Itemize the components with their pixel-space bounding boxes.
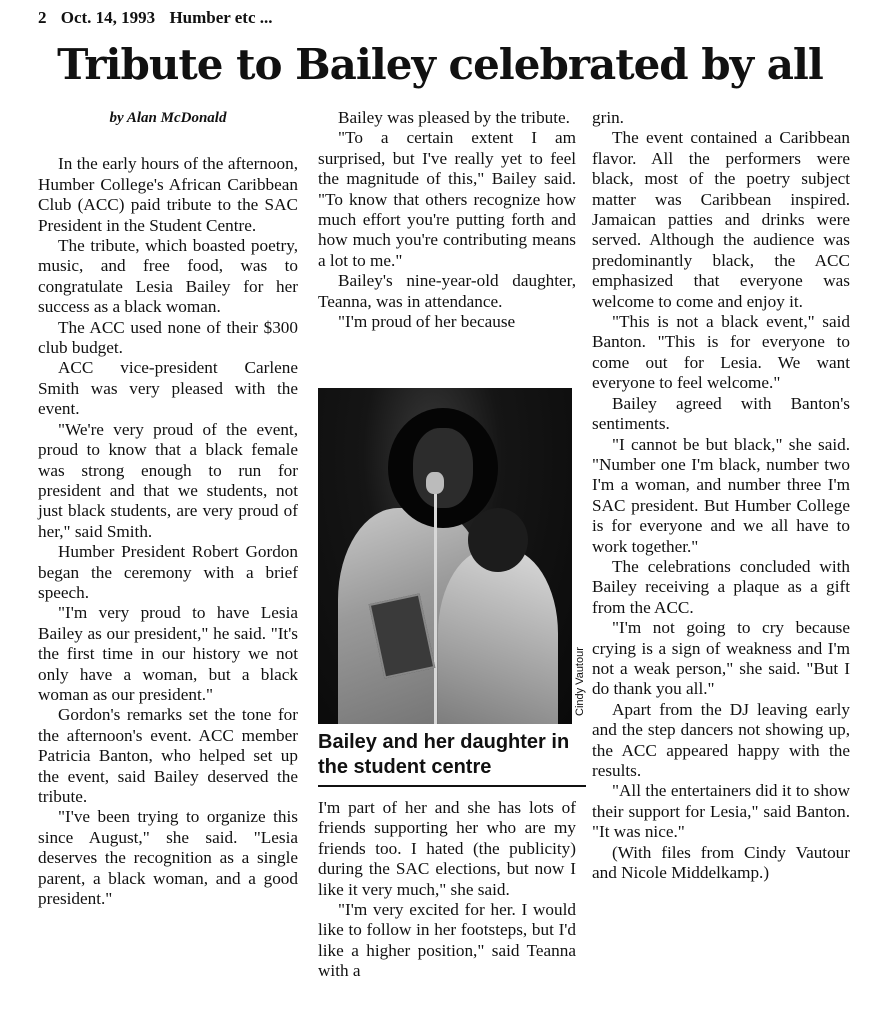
- paragraph: Bailey's nine-year-old daughter, Teanna, was in attendance.: [318, 271, 576, 311]
- paragraph: The tribute, which boasted poetry, music, and free food, was to congratulate Lesia Bailey for her success as a black woman.: [38, 236, 298, 317]
- article-column-2-bottom: [318, 798, 576, 982]
- microphone-icon: [426, 472, 444, 494]
- photo-credit-text: Cindy Vautour: [574, 647, 586, 716]
- paragraph: (With files from Cindy Vautour and Nicole Middelkamp.): [592, 842, 850, 883]
- article-photo: [318, 388, 572, 724]
- paragraph: "We're very proud of the event, proud to know that a black female was strong enough to run for president and that we students, not just black students, are very proud of her," said Smith.: [38, 419, 298, 541]
- paragraph: The celebrations concluded with Bailey receiving a plaque as a gift from the ACC.: [592, 556, 850, 617]
- paragraph: "This is not a black event," said Banton. "This is for everyone to come out for Lesia. We want everyone to feel welcome.": [592, 312, 850, 393]
- paragraph: "I'm proud of her because: [338, 312, 516, 332]
- byline: by Alan McDonald: [109, 110, 227, 126]
- paragraph: "I cannot be but black," she said. "Number one I'm black, number two I'm a woman, and number three I'm SAC president. But Humber College is for everyone and we all have to work together.": [592, 434, 850, 556]
- paragraph: Humber President Robert Gordon began the ceremony with a brief speech.: [38, 542, 298, 602]
- paragraph: The event contained a Caribbean flavor. All the performers were black, most of the poetry subject matter was Caribbean inspired. Jamaican patties and drinks were served. Although the audience was predominantly black, the ACC emphasized that everyone was welcome to come and enjoy it.: [592, 128, 850, 311]
- photo-child-head: [468, 508, 528, 572]
- paragraph: grin.: [592, 108, 624, 127]
- paragraph: Bailey agreed with Banton's sentiments.: [592, 393, 850, 434]
- page-number: 2: [38, 8, 47, 27]
- article-column-2-top: [318, 108, 576, 332]
- paragraph: Bailey was pleased by the tribute.: [338, 108, 570, 127]
- paragraph: "I'm very excited for her. I would like to follow in her footsteps, but I'd like a higher position," said Teanna with a: [318, 900, 576, 981]
- publication-name: Humber etc ...: [169, 8, 273, 27]
- paragraph: Gordon's remarks set the tone for the afternoon's event. ACC member Patricia Banton, who helped set up the event, said Bailey deserved the tribute.: [38, 705, 298, 806]
- paragraph: The ACC used none of their $300 club budget.: [38, 317, 298, 358]
- microphone-stand: [434, 478, 437, 724]
- paragraph: "All the entertainers did it to show their support for Lesia," said Banton. "It was nice.": [592, 781, 850, 842]
- photo-child-body: [438, 548, 558, 724]
- paragraph: I'm part of her and she has lots of friends supporting her who are my friends too. I hated (the publicity) during the SAC elections, but now I like it very much," she said.: [318, 798, 576, 899]
- paragraph: ACC vice-president Carlene Smith was very pleased with the event.: [38, 358, 298, 419]
- paragraph: "I'm very proud to have Lesia Bailey as our president," he said. "It's the first time in our history we not only have a woman, but a black woman as our president.": [38, 603, 298, 704]
- photo-credit: [574, 636, 590, 726]
- photo-caption: Bailey and her daughter in the student centre: [318, 731, 570, 778]
- paragraph: In the early hours of the afternoon, Humber College's African Caribbean Club (ACC) paid tribute to the SAC President in the Student Centre.: [38, 154, 298, 235]
- article-column-3: [592, 108, 850, 883]
- paragraph: "I've been trying to organize this since August," she said. "Lesia deserves the recognition as a single parent, a black woman, and a good president.": [38, 807, 298, 909]
- paragraph: Apart from the DJ leaving early and the step dancers not showing up, the ACC appeared happy with the results.: [592, 699, 850, 780]
- issue-date: Oct. 14, 1993: [60, 8, 156, 27]
- page-header: [38, 8, 838, 34]
- article-column-1: [38, 108, 298, 909]
- caption-divider: [318, 785, 586, 787]
- paragraph: "I'm not going to cry because crying is a sign of weakness and I'm not a weak person," she said. "But I do thank you all.": [592, 618, 850, 699]
- paragraph: "To a certain extent I am surprised, but I've really yet to feel the magnitude of this," Bailey said. "To know that others recognize how much effort you're putting forth and how much you're contributing means a lot to me.": [318, 128, 576, 270]
- article-headline: Tribute to Bailey celebrated by all: [57, 40, 823, 89]
- photo-figure-face: [413, 428, 473, 508]
